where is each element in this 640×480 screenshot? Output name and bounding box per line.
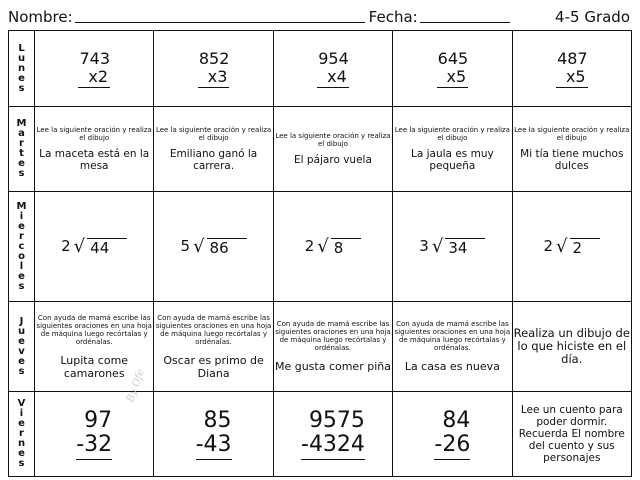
division-bracket-icon: √ <box>556 236 568 257</box>
name-line <box>75 9 365 23</box>
day-letter: n <box>17 438 26 449</box>
row-jueves <box>9 302 632 392</box>
martes-cell: Lee la siguiente oración y realiza el dibujo La jaula es muy pequeña <box>393 107 512 192</box>
day-letter: a <box>18 128 25 139</box>
row-martes <box>9 107 632 192</box>
martes-cell: Lee la siguiente oración y realiza el dibujo Emiliano ganó la carrera. <box>154 107 273 192</box>
miercoles-cell: 2 √ 8 <box>273 192 392 302</box>
lunes-cell: 852 x3 <box>154 31 273 107</box>
division-bracket-icon: √ <box>431 236 444 257</box>
viernes-cell: 97 -32 <box>35 392 154 477</box>
day-letter: s <box>18 458 25 469</box>
day-letter: u <box>17 325 26 337</box>
day-letter: L <box>18 42 25 54</box>
martes-cell: Lee la siguiente oración y realiza el dibujo El pájaro vuela <box>273 107 392 192</box>
division-bracket-icon: √ <box>317 236 329 257</box>
day-label-miercoles <box>9 192 35 302</box>
day-label-lunes <box>9 31 35 107</box>
day-letter: e <box>18 270 25 282</box>
day-letter: e <box>18 158 25 169</box>
day-letter: v <box>18 345 25 357</box>
viernes-cell: 84 -26 <box>393 392 512 477</box>
day-letter: l <box>19 260 24 272</box>
day-label-text <box>9 192 34 301</box>
day-letter: t <box>19 148 24 159</box>
day-letter: r <box>19 230 24 242</box>
martes-cell: Lee la siguiente oración y realiza el dibujo La maceta está en la mesa <box>35 107 154 192</box>
miercoles-cell: 3 √ 34 <box>393 192 512 302</box>
day-label-text <box>9 302 34 391</box>
day-letter: e <box>18 335 25 347</box>
row-lunes <box>9 31 632 107</box>
date-label: Fecha: <box>368 8 418 26</box>
day-letter: e <box>18 220 25 232</box>
day-letter: e <box>18 418 25 429</box>
day-letter: e <box>18 355 25 367</box>
jueves-cell: Con ayuda de mamá escribe las siguientes oraciones en una hoja de máquina luego recórtalas y ordénalas. La casa es nueva <box>393 302 512 392</box>
miercoles-cell: 2 √ 44 <box>35 192 154 302</box>
day-letter: s <box>18 365 25 377</box>
day-letter: e <box>18 448 25 459</box>
day-letter: u <box>17 52 26 64</box>
day-label-text <box>9 31 34 106</box>
lunes-cell: 645 x5 <box>393 31 512 107</box>
day-letter: n <box>17 62 26 74</box>
day-letter: M <box>16 118 27 129</box>
day-letter: i <box>19 210 24 222</box>
grade-label: 4-5 Grado <box>555 8 630 26</box>
day-label-martes <box>9 107 35 192</box>
weekly-homework-grid <box>8 30 632 477</box>
row-miercoles <box>9 192 632 302</box>
miercoles-cell: 5 √ 86 <box>154 192 273 302</box>
day-letter: r <box>19 138 24 149</box>
day-letter: o <box>18 250 25 262</box>
day-letter: V <box>17 398 26 409</box>
division-bracket-icon: √ <box>73 236 86 257</box>
row-viernes <box>9 392 632 477</box>
division-bracket-icon: √ <box>193 236 205 257</box>
day-letter: r <box>19 428 24 439</box>
jueves-extra-cell: Realiza un dibujo de lo que hiciste en el día. <box>512 302 631 392</box>
jueves-cell: Con ayuda de mamá escribe las siguientes oraciones en una hoja de máquina luego recórtalas y ordénalas. Me gusta comer piña <box>273 302 392 392</box>
day-letter: J <box>19 315 24 327</box>
viernes-cell: 9575 -4324 <box>273 392 392 477</box>
viernes-cell: 85 -43 <box>154 392 273 477</box>
day-letter: s <box>18 168 25 179</box>
day-letter: c <box>18 240 25 252</box>
day-label-text <box>9 392 34 476</box>
lunes-cell: 487 x5 <box>512 31 631 107</box>
date-line <box>420 9 510 23</box>
day-label-viernes <box>9 392 35 477</box>
jueves-cell: Con ayuda de mamá escribe las siguientes oraciones en una hoja de máquina luego recórtalas y ordénalas. Lupita come camarones <box>35 302 154 392</box>
worksheet-header <box>8 4 636 26</box>
martes-cell: Lee la siguiente oración y realiza el dibujo Mi tía tiene muchos dulces <box>512 107 631 192</box>
lunes-cell: 954 x4 <box>273 31 392 107</box>
day-letter: s <box>18 82 25 94</box>
day-label-jueves <box>9 302 35 392</box>
day-letter: i <box>19 408 24 419</box>
viernes-note-cell: Lee un cuento para poder dormir. Recuerda El nombre del cuento y sus personajes <box>512 392 631 477</box>
day-letter: M <box>16 200 27 212</box>
miercoles-cell: 2 √ 2 <box>512 192 631 302</box>
day-letter: e <box>18 72 25 84</box>
watermark-signature: By Ofe <box>125 368 147 404</box>
day-label-text <box>9 107 34 191</box>
day-letter: s <box>18 280 25 292</box>
lunes-cell: 743 x2 <box>35 31 154 107</box>
name-label: Nombre: <box>8 8 73 26</box>
jueves-cell: Con ayuda de mamá escribe las siguientes oraciones en una hoja de máquina luego recórtalas y ordénalas. Oscar es primo de Diana <box>154 302 273 392</box>
